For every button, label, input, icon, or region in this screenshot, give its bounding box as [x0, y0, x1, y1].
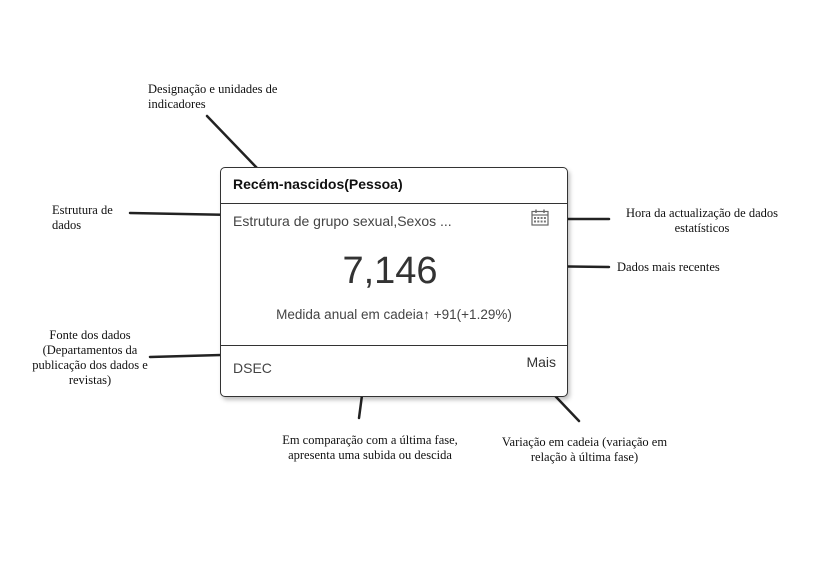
chain-variation	[221, 307, 567, 322]
data-structure-text: Estrutura de grupo sexual,Sexos ...	[233, 213, 452, 229]
title-divider	[221, 203, 567, 204]
annotation-indicator-name: Designação e unidades de indicadores	[148, 82, 278, 111]
annotation-latest-data: Dados mais recentes	[617, 260, 720, 274]
chain-arrow-icon: ↑	[423, 307, 431, 322]
latest-value: 7,146	[342, 250, 438, 292]
indicator-title: Recém-nascidos(Pessoa)	[233, 176, 403, 192]
data-source: DSEC	[233, 360, 272, 376]
connector-data-source	[150, 355, 221, 357]
connector-indicator-name	[207, 116, 257, 168]
calendar-icon[interactable]	[531, 209, 549, 231]
annotation-rise-fall: Em comparação com a última fase, apresenta uma subida ou descida	[282, 433, 458, 462]
chain-change: +91(+1.29%)	[433, 307, 512, 322]
annotation-data-source: Fonte dos dados (Departamentos da publicação dos dados e revistas)	[32, 328, 148, 387]
annotation-update-time: Hora da actualização de dados estatísticos	[625, 206, 778, 235]
footer-divider	[221, 345, 567, 346]
indicator-card[interactable]	[220, 167, 568, 397]
more-link[interactable]: Mais	[526, 354, 556, 370]
annotation-data-structure: Estrutura de dados	[52, 203, 113, 232]
annotation-chain-variation: Variação em cadeia (variação em relação à última fase)	[501, 435, 668, 464]
chain-label: Medida anual em cadeia	[276, 307, 424, 322]
